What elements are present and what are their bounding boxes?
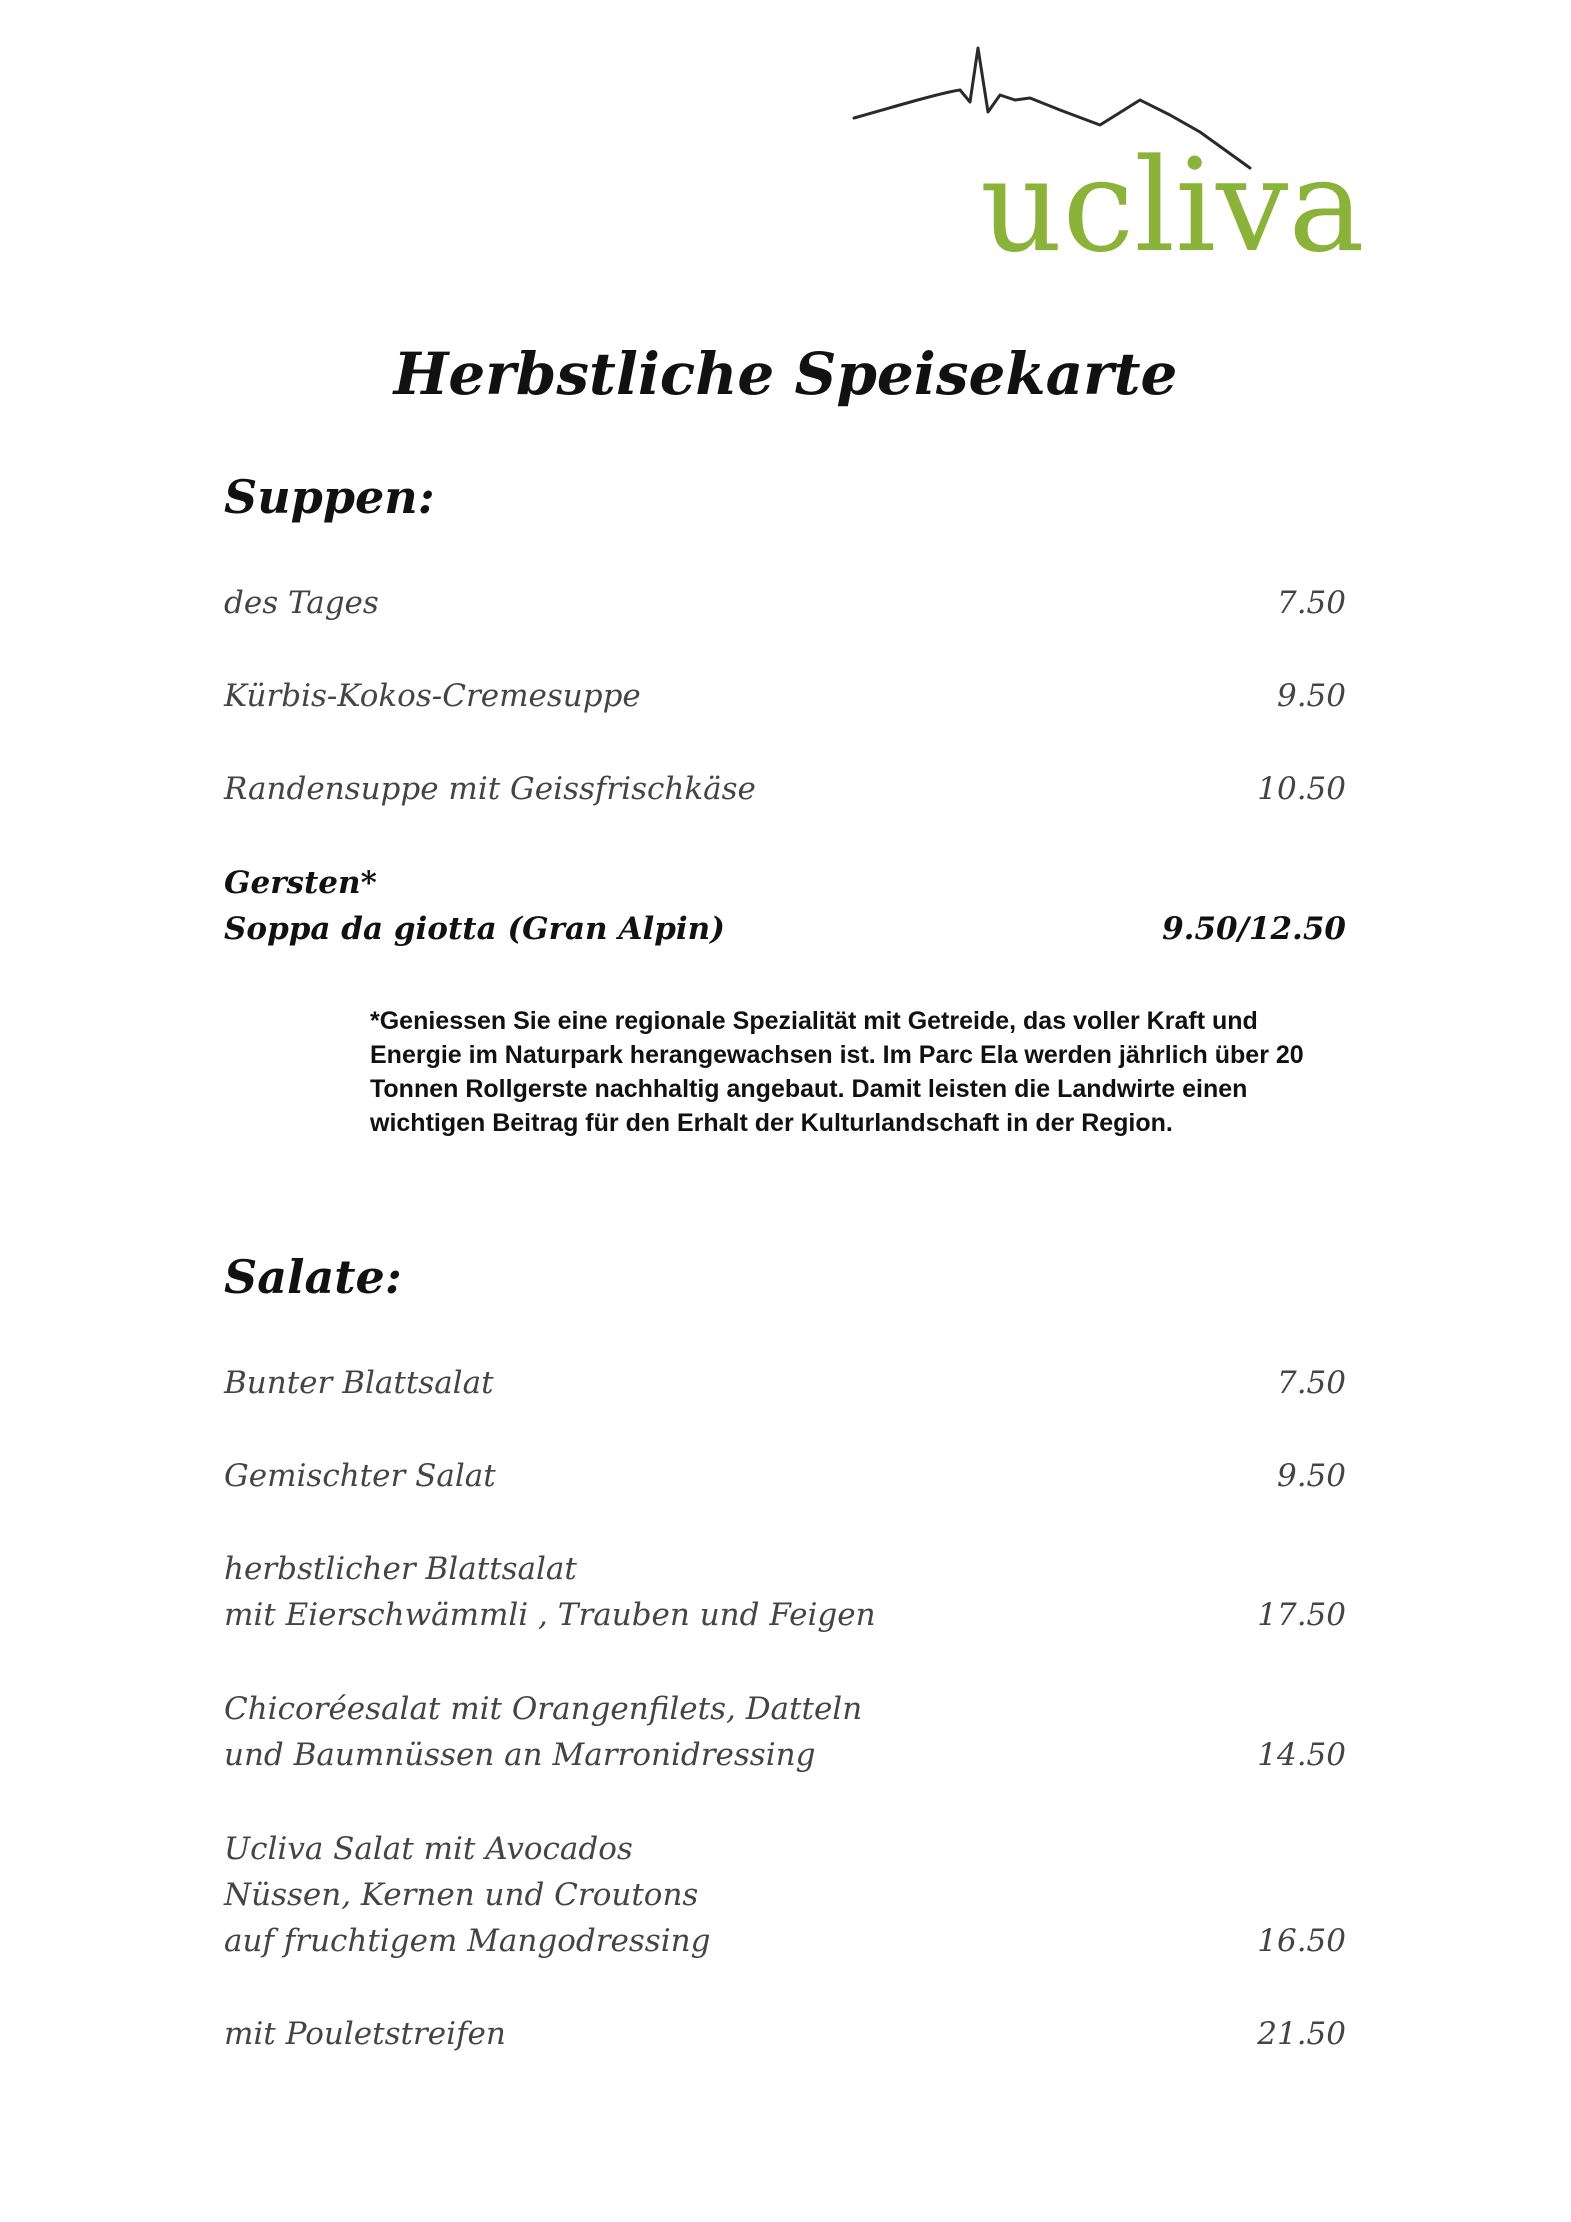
- item-price: 17.50: [1257, 1597, 1346, 1633]
- menu-item: [224, 1546, 1346, 1638]
- item-name: Kürbis-Kokos-Cremesuppe: [224, 678, 641, 714]
- item-price: 7.50: [1276, 1365, 1346, 1401]
- item-name-line: Soppa da giotta (Gran Alpin): [224, 911, 725, 947]
- item-name-line: herbstlicher Blattsalat: [224, 1551, 577, 1587]
- item-price: 9.50: [1276, 678, 1346, 714]
- item-name-line: auf fruchtigem Mangodressing: [224, 1923, 711, 1959]
- item-price: 16.50: [1257, 1923, 1346, 1959]
- menu-item: [224, 1453, 1346, 1499]
- item-price: 10.50: [1257, 771, 1346, 807]
- ucliva-logo: [850, 40, 1500, 280]
- menu-item-highlight: [224, 860, 1346, 952]
- menu-item: [224, 766, 1346, 812]
- footnote: *Geniessen Sie eine regionale Spezialität mit Getreide, das voller Kraft und Energie im Naturpark herangewachsen ist. Im Parc Ela werden jährlich über 20 Tonnen Rollgerste nachhaltig angebaut. Damit leisten die Landwirte einen wichtigen Beitrag für den Erhalt der Kulturlandschaft in der Region.: [370, 1007, 1304, 1137]
- mountain-logo-icon: [850, 40, 1500, 280]
- menu-item: [224, 2011, 1346, 2057]
- item-name: mit Pouletstreifen: [224, 2016, 506, 2052]
- menu-item: [224, 580, 1346, 626]
- menu-item: [224, 1360, 1346, 1406]
- menu-item: [224, 1686, 1346, 1778]
- page-title: Herbstliche Speisekarte: [393, 340, 1178, 408]
- item-name-line: mit Eierschwämmli , Trauben und Feigen: [224, 1597, 876, 1633]
- item-name: Gemischter Salat: [224, 1458, 496, 1494]
- menu-item: [224, 1826, 1346, 1964]
- item-price: 9.50/12.50: [1162, 911, 1346, 947]
- item-price: 7.50: [1276, 585, 1346, 621]
- section-title-suppen: Suppen:: [224, 470, 435, 524]
- section-title-salate: Salate:: [224, 1250, 402, 1304]
- item-name-line: Nüssen, Kernen und Croutons: [224, 1877, 699, 1913]
- item-name-line: Ucliva Salat mit Avocados: [224, 1831, 633, 1867]
- brand-wordmark: ucliva: [980, 132, 1365, 280]
- item-name: des Tages: [224, 585, 379, 621]
- item-price: 21.50: [1257, 2016, 1346, 2052]
- item-name: Randensuppe mit Geissfrischkäse: [224, 771, 756, 807]
- item-price: 9.50: [1276, 1458, 1346, 1494]
- menu-item: [224, 673, 1346, 719]
- item-name: Bunter Blattsalat: [224, 1365, 494, 1401]
- item-name-line: Gersten*: [224, 865, 377, 901]
- item-name-line: und Baumnüssen an Marronidressing: [224, 1737, 816, 1773]
- item-name-line: Chicoréesalat mit Orangenfilets, Datteln: [224, 1691, 863, 1727]
- item-price: 14.50: [1257, 1737, 1346, 1773]
